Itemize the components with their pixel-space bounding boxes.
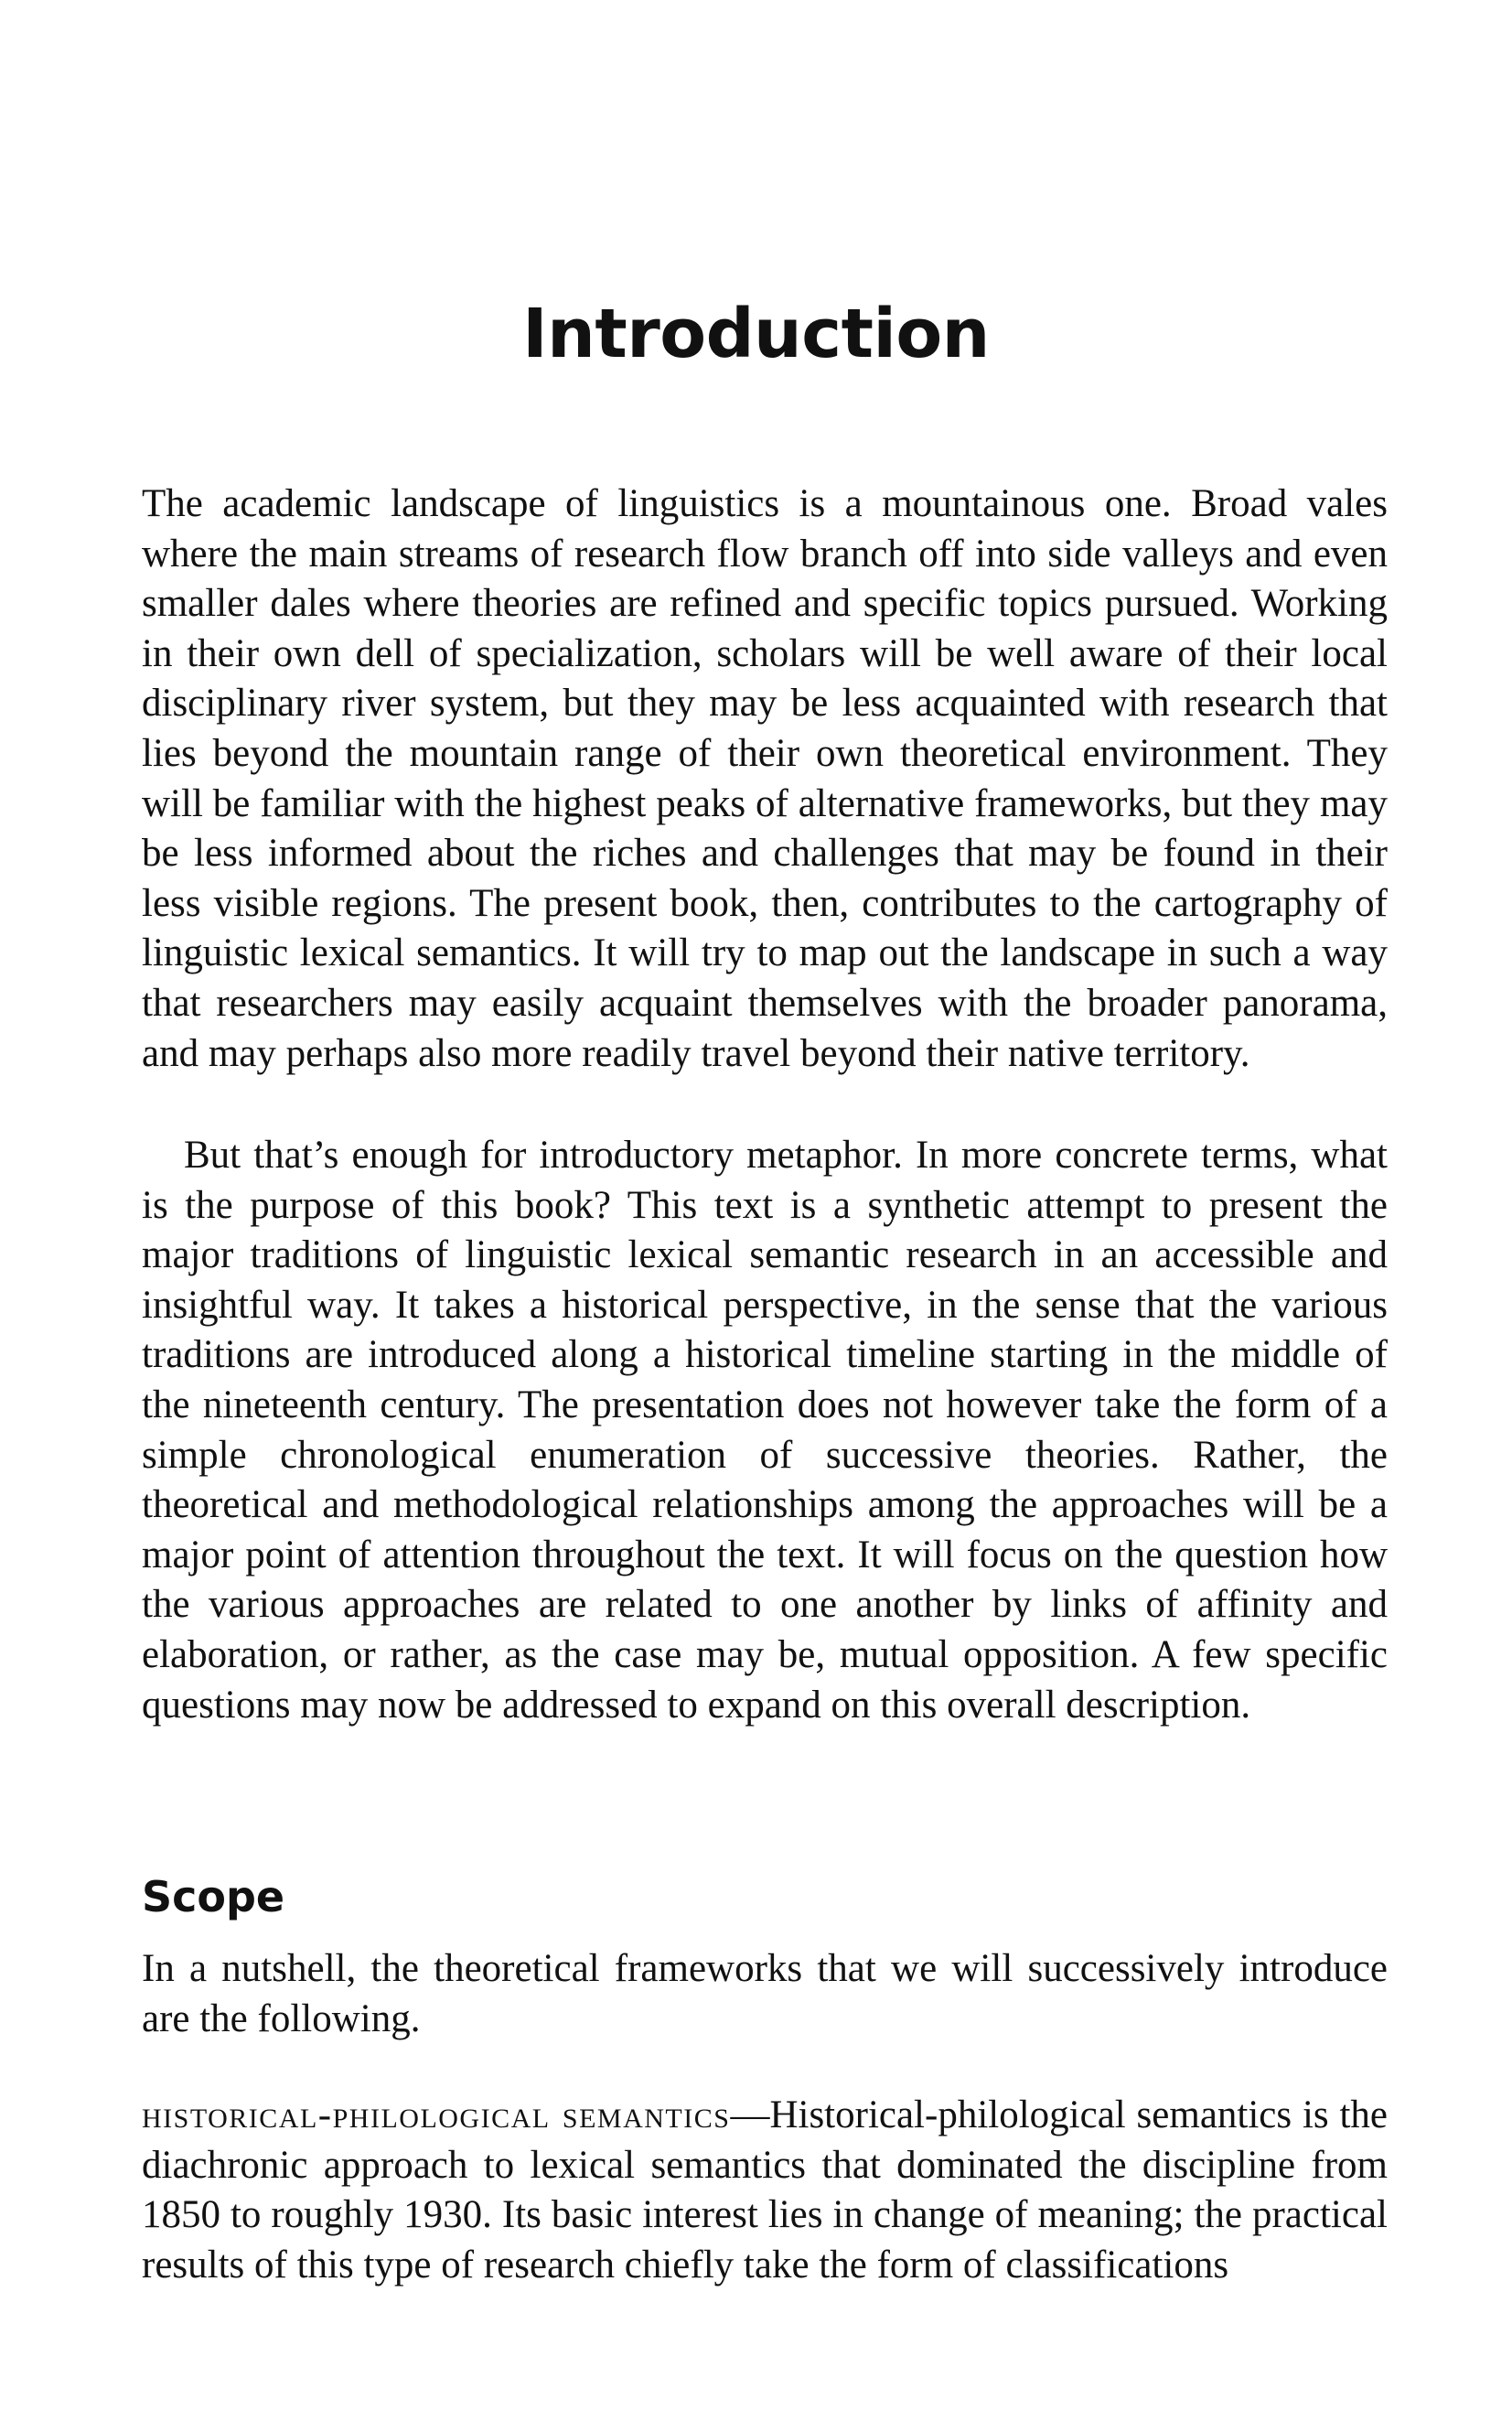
scope-paragraph-2-text: —Historical-philological semantics is the diachronic approach to lexical semantics that dominated the discipline from 1850 to roughly 1930. Its basic interest lies in change of meaning; the practical results of this type of research chiefly take the form of classifications — [142, 2093, 1388, 2287]
scope-paragraph-1: In a nutshell, the theoretical frameworks that we will successively introduce are the following. — [142, 1947, 1388, 2040]
chapter-title: Introduction — [522, 295, 990, 373]
term-historical-philological-semantics: historical-philological semantics — [142, 2093, 731, 2136]
intro-paragraph-2: But that’s enough for introductory metaphor. In more concrete terms, what is the purpose of this book? This text is a synthetic attempt to present the major traditions of linguistic lexical semantic research in an accessible and insightful way. It takes a historical perspective, in the sense that the various traditions are introduced along a historical timeline starting in the middle of the nineteenth century. The presentation does not however take the form of a simple chronological enumeration of successive theories. Rather, the theoretical and methodological relationships among the approaches will be a major point of attention throughout the text. It will focus on the question how the various approaches are related to one another by links of affinity and elaboration, or rather, as the case may be, mutual opposition. A few specific questions may now be addressed to expand on this overall description. — [142, 1134, 1388, 1727]
section-heading-scope: Scope — [142, 1872, 285, 1921]
scope-paragraph-2 — [142, 2091, 1388, 2290]
intro-paragraph-1: The academic landscape of linguistics is a mountainous one. Broad vales where the main streams of research flow branch off into side valleys and even smaller dales where theories are refined and specific topics pursued. Working in their own dell of specialization, scholars will be well aware of their local disciplinary river system, but they may be less acquainted with research that lies beyond the mountain range of their own theoretical environment. They will be familiar with the highest peaks of alternative frameworks, but they may be less informed about the riches and challenges that may be found in their less visible regions. The present book, then, contributes to the cartography of linguistic lexical semantics. It will try to map out the landscape in such a way that researchers may easily acquaint themselves with the broader panorama, and may perhaps also more readily travel beyond their native territory. — [142, 482, 1388, 1075]
